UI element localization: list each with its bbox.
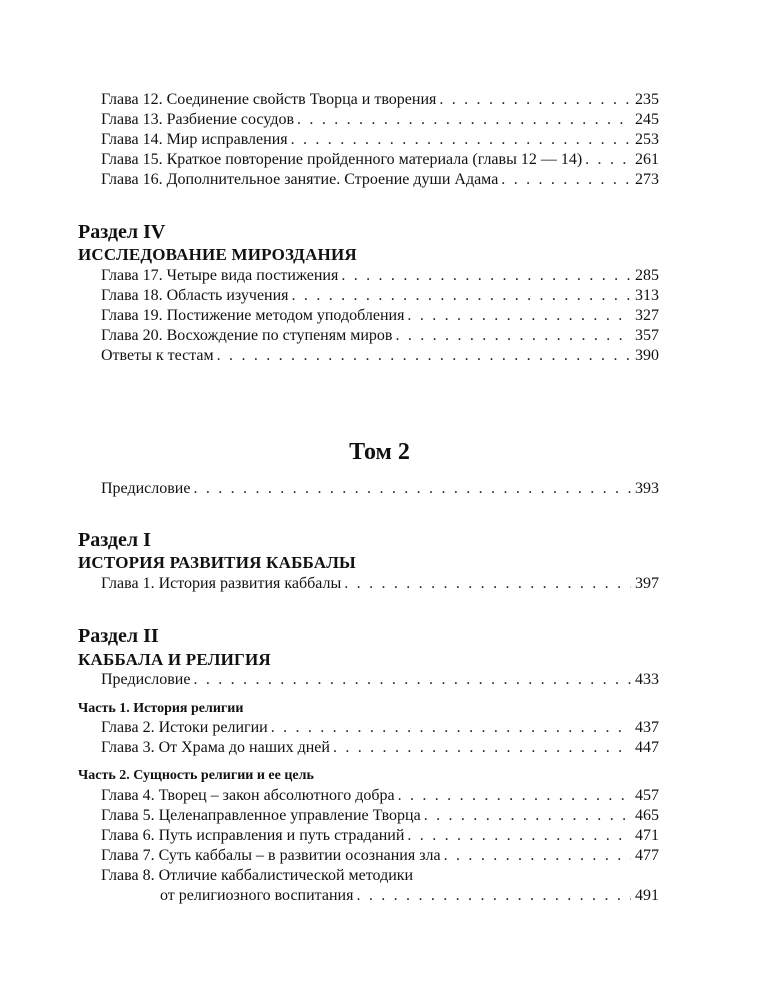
section-title: ИССЛЕДОВАНИЕ МИРОЗДАНИЯ xyxy=(78,245,357,264)
toc-entry[interactable] xyxy=(101,479,659,499)
entry-title: Предисловие xyxy=(101,670,193,690)
leader-dots xyxy=(407,306,631,326)
entry-page: 390 xyxy=(635,347,659,364)
entry-page: 285 xyxy=(635,267,659,284)
leader-dots xyxy=(341,266,631,286)
entry-page: 357 xyxy=(635,327,659,344)
entry-title: Глава 16. Дополнительное занятие. Строение души Адама xyxy=(101,170,501,190)
leader-dots xyxy=(356,886,631,906)
toc-entry[interactable] xyxy=(101,286,659,306)
leader-dots xyxy=(292,286,631,306)
entry-title: Глава 6. Путь исправления и путь страданий xyxy=(101,826,407,846)
leader-dots xyxy=(395,326,631,346)
toc-entry[interactable] xyxy=(101,326,659,346)
leader-dots xyxy=(585,150,631,170)
leader-dots xyxy=(444,846,631,866)
toc-entry[interactable] xyxy=(101,826,659,846)
entry-page: 437 xyxy=(635,719,659,736)
entry-title: Глава 3. От Храма до наших дней xyxy=(101,738,333,758)
toc-entry[interactable] xyxy=(101,110,659,130)
leader-dots xyxy=(501,170,631,190)
section-label: Раздел I xyxy=(78,529,151,551)
leader-dots xyxy=(193,479,631,499)
toc-entry[interactable] xyxy=(101,90,659,110)
entry-page: 313 xyxy=(635,287,659,304)
entry-page: 477 xyxy=(635,847,659,864)
toc-entry[interactable] xyxy=(101,738,659,758)
leader-dots xyxy=(344,574,631,594)
leader-dots xyxy=(424,806,631,826)
entry-title: Глава 19. Постижение методом уподобления xyxy=(101,306,407,326)
leader-dots xyxy=(217,346,631,366)
toc-entry[interactable] xyxy=(101,786,659,806)
entry-title: Глава 12. Соединение свойств Творца и творения xyxy=(101,90,439,110)
toc-entry[interactable] xyxy=(101,718,659,738)
entry-page: 235 xyxy=(635,91,659,108)
entry-page: 261 xyxy=(635,151,659,168)
leader-dots xyxy=(271,718,631,738)
entry-title-line2: от религиозного воспитания xyxy=(160,886,356,906)
toc-entry[interactable] xyxy=(101,670,659,690)
toc-entry[interactable] xyxy=(101,346,659,366)
section-label: Раздел IV xyxy=(78,221,166,243)
toc-entry[interactable] xyxy=(101,130,659,150)
toc-entry[interactable] xyxy=(101,266,659,286)
section-label: Раздел II xyxy=(78,625,159,647)
entry-page: 457 xyxy=(635,787,659,804)
section-title: КАББАЛА И РЕЛИГИЯ xyxy=(78,650,271,669)
leader-dots xyxy=(407,826,631,846)
leader-dots xyxy=(291,130,631,150)
entry-title: Ответы к тестам xyxy=(101,346,217,366)
entry-page: 245 xyxy=(635,111,659,128)
part-title: Часть 1. История религии xyxy=(78,701,244,716)
part-title: Часть 2. Сущность религии и ее цель xyxy=(78,768,314,783)
entry-title-line1[interactable]: Глава 8. Отличие каббалистической методики xyxy=(101,867,414,884)
entry-page: 433 xyxy=(635,671,659,688)
entry-title: Глава 20. Восхождение по ступеням миров xyxy=(101,326,395,346)
leader-dots xyxy=(398,786,631,806)
entry-title: Глава 14. Мир исправления xyxy=(101,130,291,150)
entry-page: 253 xyxy=(635,131,659,148)
entry-title: Глава 15. Краткое повторение пройденного материала (главы 12 — 14) xyxy=(101,150,585,170)
entry-page: 393 xyxy=(635,480,659,497)
entry-page: 447 xyxy=(635,739,659,756)
toc-entry[interactable] xyxy=(160,886,659,906)
toc-entry[interactable] xyxy=(101,574,659,594)
leader-dots xyxy=(333,738,631,758)
leader-dots xyxy=(193,670,631,690)
toc-entry[interactable] xyxy=(101,806,659,826)
entry-title: Предисловие xyxy=(101,479,193,499)
toc-entry[interactable] xyxy=(101,306,659,326)
entry-page: 273 xyxy=(635,171,659,188)
entry-title: Глава 17. Четыре вида постижения xyxy=(101,266,341,286)
toc-entry[interactable] xyxy=(101,150,659,170)
section-title: ИСТОРИЯ РАЗВИТИЯ КАББАЛЫ xyxy=(78,553,356,572)
entry-title: Глава 18. Область изучения xyxy=(101,286,292,306)
entry-title: Глава 7. Суть каббалы – в развитии осознания зла xyxy=(101,846,444,866)
entry-page: 491 xyxy=(635,887,659,904)
entry-title: Глава 4. Творец – закон абсолютного добра xyxy=(101,786,398,806)
toc-entry[interactable] xyxy=(101,170,659,190)
leader-dots xyxy=(297,110,631,130)
toc-entry[interactable] xyxy=(101,846,659,866)
entry-title: Глава 13. Разбиение сосудов xyxy=(101,110,297,130)
entry-page: 327 xyxy=(635,307,659,324)
entry-page: 465 xyxy=(635,807,659,824)
leader-dots xyxy=(439,90,631,110)
entry-title: Глава 1. История развития каббалы xyxy=(101,574,344,594)
entry-title: Глава 5. Целенаправленное управление Творца xyxy=(101,806,424,826)
entry-page: 397 xyxy=(635,575,659,592)
volume-title: Том 2 xyxy=(349,439,410,465)
entry-page: 471 xyxy=(635,827,659,844)
entry-title: Глава 2. Истоки религии xyxy=(101,718,271,738)
